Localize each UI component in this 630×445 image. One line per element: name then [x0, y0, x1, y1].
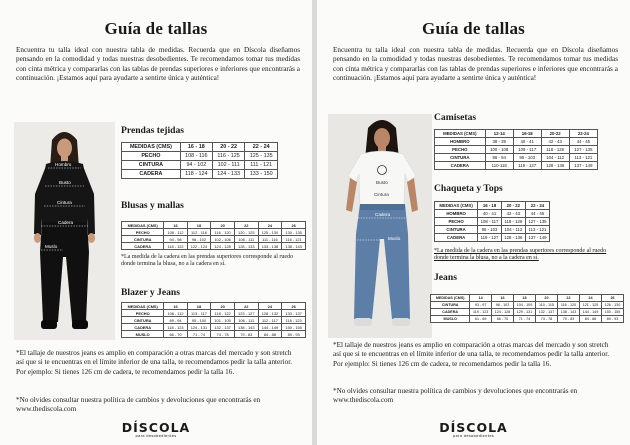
header-cell: 20 [535, 295, 557, 302]
header-cell: 18 [187, 222, 211, 229]
label-busto: Busto [59, 180, 71, 185]
row-label-cell: PECHO [122, 152, 181, 161]
header-cell: 16 [164, 303, 187, 310]
header-cell: 24 [258, 222, 282, 229]
table-cell: 94 - 98 [164, 236, 187, 243]
row-label-cell: CINTURA [122, 317, 164, 324]
table-cell: 42 - 43 [501, 210, 525, 218]
table-row [435, 146, 598, 154]
table-row [435, 234, 550, 242]
table-cell: 123 - 127 [234, 310, 258, 317]
logo-tagline: para desobedientes [452, 434, 495, 438]
table-cell: 66 - 70 [491, 316, 513, 323]
brand-logo [0, 420, 312, 438]
table-cell: 118 - 126 [501, 218, 525, 226]
table-cell: 40 - 41 [478, 210, 502, 218]
table-cell: 113 - 121 [569, 154, 597, 162]
page-title: Guía de tallas [422, 19, 525, 38]
row-label-cell: PECHO [122, 229, 164, 236]
row-label-cell: HOMBRO [435, 138, 486, 146]
label-hombro: Hombro [55, 162, 72, 167]
table-header-row [435, 130, 598, 138]
logo-tagline: para desobedientes [135, 434, 177, 438]
header-cell: MEDIDAS (CMS) [435, 130, 486, 138]
table-header-row [122, 222, 306, 229]
table-cell: 112 - 117 [258, 317, 282, 324]
table-cell: 40 - 41 [513, 138, 541, 146]
table-cell: 44 - 45 [569, 138, 597, 146]
header-cell: 26 [282, 303, 306, 310]
row-label-cell: PECHO [122, 310, 164, 317]
label-muslo: Muslo [45, 244, 58, 249]
table-tejidas [121, 142, 278, 179]
table-row [122, 317, 306, 324]
row-label-cell: CINTURA [435, 226, 478, 234]
section-title-tejidas: Prendas tejidas [121, 125, 184, 136]
table-header-row [431, 295, 624, 302]
intro-text: Encuentra tu talla ideal con nuestra tabla de medidas. Recuerda que en Díscola diseñamos pensando en la comodidad y todas nuestras desobedientes. Te recomendamos tomar tus medidas con cinta métrica y compararlas con las tablas de prendas superiores e inferiores que encontrarás a continuación. ¡Estamos aquí para ayudarte a sentirte única y auténtica! [333, 46, 618, 83]
table-chaqueta [434, 201, 550, 242]
table-row [435, 218, 550, 226]
table-row [122, 236, 306, 243]
row-label-cell: CADERA [435, 234, 478, 242]
table-cell: 113 - 121 [525, 226, 549, 234]
model-illustration [328, 114, 432, 338]
table-cell: 130 - 135 [282, 229, 306, 236]
table-cell: 89 - 94 [164, 317, 187, 324]
table-cell: 95 - 103 [513, 154, 541, 162]
table-cell: 86 - 94 [485, 154, 513, 162]
header-cell: MEDIDAS (CMS) [435, 202, 478, 210]
table-cell: 119 - 127 [478, 234, 502, 242]
table-cell: 112 - 116 [187, 229, 211, 236]
table-cell: 129 - 131 [513, 309, 535, 316]
header-cell: 26 [282, 222, 306, 229]
table-cell: 110 - 115 [535, 302, 557, 309]
table-cell: 150 - 155 [282, 324, 306, 331]
table-cell: 108 - 112 [164, 229, 187, 236]
table-cell: 79 - 83 [557, 316, 579, 323]
table-cell: 98 - 102 [187, 236, 211, 243]
table-cell: 128 - 136 [541, 162, 569, 170]
table-cell: 84 - 88 [258, 331, 282, 338]
section-title-jeans: Jeans [434, 272, 457, 283]
table-cell: 118 - 123 [164, 324, 187, 331]
table-cell: 95 - 100 [187, 317, 211, 324]
label-cintura: Cintura [57, 200, 72, 205]
table-cell: 93 - 97 [470, 302, 492, 309]
table-cell: 74 - 78 [211, 331, 235, 338]
model-illustration [14, 122, 115, 340]
table-row [122, 331, 306, 338]
table-cell: 132 - 137 [211, 324, 235, 331]
table-cell: 104 - 112 [501, 226, 525, 234]
intro-text: Encuentra tu talla ideal con nuestra tabla de medidas. Recuerda que en Díscola diseñamos pensando en la comodidad y todas nuestras desobedientes. Te recomendamos tomar tus medidas con cinta métrica y compararlas con las tablas de prendas superiores e inferiores que encontrarás a continuación. ¡Estamos aquí para ayudarte a sentirte única y auténtica! [16, 46, 300, 83]
table-cell: 101 - 105 [211, 317, 235, 324]
table-row [431, 302, 624, 309]
table-cell: 128 - 133 [234, 243, 258, 250]
table-header-row [435, 202, 550, 210]
table-row [122, 310, 306, 317]
logo-wordmark: DÍSCOLA [121, 420, 191, 435]
table-cell: 42 - 43 [541, 138, 569, 146]
note-cadera: *La medida de la cadera en las prendas superiores corresponde al ruedo donde termina la blusa, no a la cadera en sí. [121, 254, 294, 268]
table-cell: 118 - 126 [541, 146, 569, 154]
right-page [317, 0, 630, 445]
table-cell: 118 - 124 [180, 170, 212, 179]
table-cell: 108 - 117 [478, 218, 502, 226]
header-cell: 22-24 [569, 130, 597, 138]
header-cell: 20 [211, 303, 235, 310]
row-label-cell: PECHO [435, 146, 486, 154]
table-cell: 111 - 121 [245, 161, 278, 170]
table-row [122, 170, 278, 179]
page-title: Guía de tallas [104, 19, 208, 38]
header-cell: 20 - 22 [501, 202, 525, 210]
label-busto: Busto [376, 180, 388, 185]
table-cell: 128 - 136 [501, 234, 525, 242]
table-cell: 121 - 125 [579, 302, 601, 309]
table-cell: 118 - 122 [211, 310, 235, 317]
table-cell: 113 - 117 [187, 310, 211, 317]
header-cell: 12-14 [485, 130, 513, 138]
row-label-cell: MUSLO [431, 316, 470, 323]
row-label-cell: CADERA [435, 162, 486, 170]
header-cell: MEDIDAS (CMS) [431, 295, 470, 302]
row-label-cell: CADERA [122, 170, 181, 179]
table-row [122, 161, 278, 170]
header-cell: 16 [164, 222, 187, 229]
table-blazer [121, 302, 306, 338]
label-cadera: Cadera [58, 220, 74, 225]
jeans-note: *El tallaje de nuestros jeans es amplio en comparación a otras marcas del mercado y son stretch así que si te encuentras en el límite inferior de una talla, te recomendamos pedir la talla anterior. Por ejemplo: Si tienes 126 cm de cadera, te recomendamos pedir la talla 16. [333, 341, 610, 368]
table-cell: 124 - 128 [211, 243, 235, 250]
table-cell: 109 - 117 [513, 146, 541, 154]
left-page [0, 0, 312, 445]
header-cell: 18 [513, 295, 535, 302]
table-cell: 124 - 128 [491, 309, 513, 316]
table-cell: 116 - 125 [212, 152, 245, 161]
header-cell: 16 - 18 [180, 143, 212, 152]
row-label-cell: MUSLO [122, 331, 164, 338]
table-header-row [122, 303, 306, 310]
header-cell: 18 [187, 303, 211, 310]
row-label-cell: PECHO [435, 218, 478, 226]
table-cell: 127 - 135 [569, 146, 597, 154]
table-cell: 79 - 83 [234, 331, 258, 338]
table-blusas [121, 221, 306, 250]
row-label-cell: CINTURA [122, 161, 181, 170]
table-cell: 66 - 70 [164, 331, 187, 338]
table-row [435, 210, 550, 218]
table-cell: 108 - 116 [180, 152, 212, 161]
table-cell: 125 - 130 [258, 229, 282, 236]
table-row [435, 162, 598, 170]
table-cell: 119 - 123 [470, 309, 492, 316]
table-cell: 138 - 143 [234, 324, 258, 331]
table-row [435, 226, 550, 234]
table-cell: 44 - 45 [525, 210, 549, 218]
row-label-cell: CADERA [122, 243, 164, 250]
model-photo [328, 114, 432, 338]
table-cell: 119 - 127 [513, 162, 541, 170]
table-cell: 133 - 150 [245, 170, 278, 179]
header-cell: MEDIDAS (CMS) [122, 143, 181, 152]
table-cell: 118 - 123 [282, 317, 306, 324]
label-cadera: Cadera [375, 212, 391, 217]
table-cell: 106 - 111 [234, 317, 258, 324]
header-cell: 24 [258, 303, 282, 310]
header-cell: 22 [234, 303, 258, 310]
model-photo [14, 122, 115, 340]
header-cell: 20 - 22 [212, 143, 245, 152]
table-cell: 102 - 111 [212, 161, 245, 170]
jeans-note: *El tallaje de nuestros jeans es amplio en comparación a otras marcas del mercado y son stretch así que si te encuentras en el límite inferior de una talla, te recomendamos pedir la talla anterior. Por ejemplo: Si tienes 126 cm de cadera, te recomendamos pedir la talla 16. [16, 349, 293, 376]
table-cell: 100 - 108 [485, 146, 513, 154]
logo-wordmark: DÍSCOLA [439, 420, 508, 435]
header-cell: 22 - 24 [245, 143, 278, 152]
table-cell: 133 - 137 [282, 310, 306, 317]
header-cell: 22 - 24 [525, 202, 549, 210]
table-row [122, 324, 306, 331]
table-row [435, 154, 598, 162]
row-label-cell: CINTURA [122, 236, 164, 243]
table-cell: 124 - 133 [212, 170, 245, 179]
table-row [122, 229, 306, 236]
table-cell: 98 - 103 [491, 302, 513, 309]
header-cell: 16 [491, 295, 513, 302]
returns-note: *No olvides consultar nuestra política de cambios y devoluciones que encontrarás en www.thediscola.com [16, 396, 261, 414]
table-cell: 106 - 111 [234, 236, 258, 243]
table-cell: 104 - 112 [541, 154, 569, 162]
header-cell: 22 [234, 222, 258, 229]
table-cell: 111 - 116 [258, 236, 282, 243]
table-cell: 125 - 135 [245, 152, 278, 161]
table-cell: 122 - 124 [187, 243, 211, 250]
header-cell: 20 [211, 222, 235, 229]
table-cell: 38 - 39 [485, 138, 513, 146]
header-cell: 22 [557, 295, 579, 302]
table-cell: 118 - 122 [164, 243, 187, 250]
table-cell: 127 - 135 [525, 218, 549, 226]
table-cell: 94 - 102 [180, 161, 212, 170]
table-cell: 110-118 [485, 162, 513, 170]
table-cell: 124 - 131 [187, 324, 211, 331]
section-title-chaqueta: Chaqueta y Tops [434, 183, 503, 194]
table-cell: 89 - 93 [601, 316, 623, 323]
table-row [122, 152, 278, 161]
header-cell: 16 - 18 [478, 202, 502, 210]
header-cell: 20-22 [541, 130, 569, 138]
table-cell: 137 - 149 [525, 234, 549, 242]
table-cell: 144 - 149 [579, 309, 601, 316]
section-title-blusas: Blusas y mallas [121, 200, 184, 211]
table-cell: 137 - 149 [569, 162, 597, 170]
row-label-cell: HOMBRO [435, 210, 478, 218]
note-cadera: *La medida de la cadera en las prendas superiores corresponde al ruedo donde termina la blusa, no a la cadera en sí. [434, 248, 607, 262]
table-cell: 89 - 93 [282, 331, 306, 338]
table-row [431, 309, 624, 316]
section-title-blazer: Blazer y Jeans [121, 287, 180, 298]
table-cell: 102 - 106 [211, 236, 235, 243]
row-label-cell: CADERA [431, 309, 470, 316]
table-cell: 128 - 132 [258, 310, 282, 317]
table-cell: 71 - 74 [513, 316, 535, 323]
header-cell: 26 [601, 295, 623, 302]
table-cell: 144 - 149 [258, 324, 282, 331]
header-cell: MEDIDAS (CMS) [122, 222, 164, 229]
header-cell: 14 [470, 295, 492, 302]
table-cell: 84 - 88 [579, 316, 601, 323]
table-cell: 133 - 138 [258, 243, 282, 250]
table-cell: 138 - 143 [557, 309, 579, 316]
table-header-row [122, 143, 278, 152]
table-cell: 61 - 65 [470, 316, 492, 323]
brand-logo [317, 420, 630, 438]
header-cell: 24 [579, 295, 601, 302]
table-cell: 116 - 120 [557, 302, 579, 309]
table-cell: 104 - 109 [513, 302, 535, 309]
table-cell: 95 - 103 [478, 226, 502, 234]
label-muslo: Muslo [388, 236, 401, 241]
table-row [435, 138, 598, 146]
header-cell: MEDIDAS (CMS) [122, 303, 164, 310]
label-cintura: Cintura [374, 192, 389, 197]
table-cell: 120 - 125 [234, 229, 258, 236]
table-cell: 132 - 137 [535, 309, 557, 316]
table-cell: 138 - 143 [282, 243, 306, 250]
table-cell: 116 - 121 [282, 236, 306, 243]
table-camisetas [434, 129, 598, 170]
header-cell: 16-18 [513, 130, 541, 138]
table-jeans [430, 294, 624, 323]
table-cell: 74 - 78 [535, 316, 557, 323]
row-label-cell: CADERA [122, 324, 164, 331]
row-label-cell: CINTURA [435, 154, 486, 162]
returns-note: *No olvides consultar nuestra política de cambios y devoluciones que encontrarás en www.thediscola.com [333, 387, 578, 405]
row-label-cell: CINTURA [431, 302, 470, 309]
section-title-camisetas: Camisetas [434, 112, 477, 123]
table-cell: 71 - 74 [187, 331, 211, 338]
table-cell: 126 - 130 [601, 302, 623, 309]
table-cell: 108 - 112 [164, 310, 187, 317]
table-row [431, 316, 624, 323]
table-cell: 116 - 120 [211, 229, 235, 236]
table-row [122, 243, 306, 250]
table-cell: 150 - 155 [601, 309, 623, 316]
